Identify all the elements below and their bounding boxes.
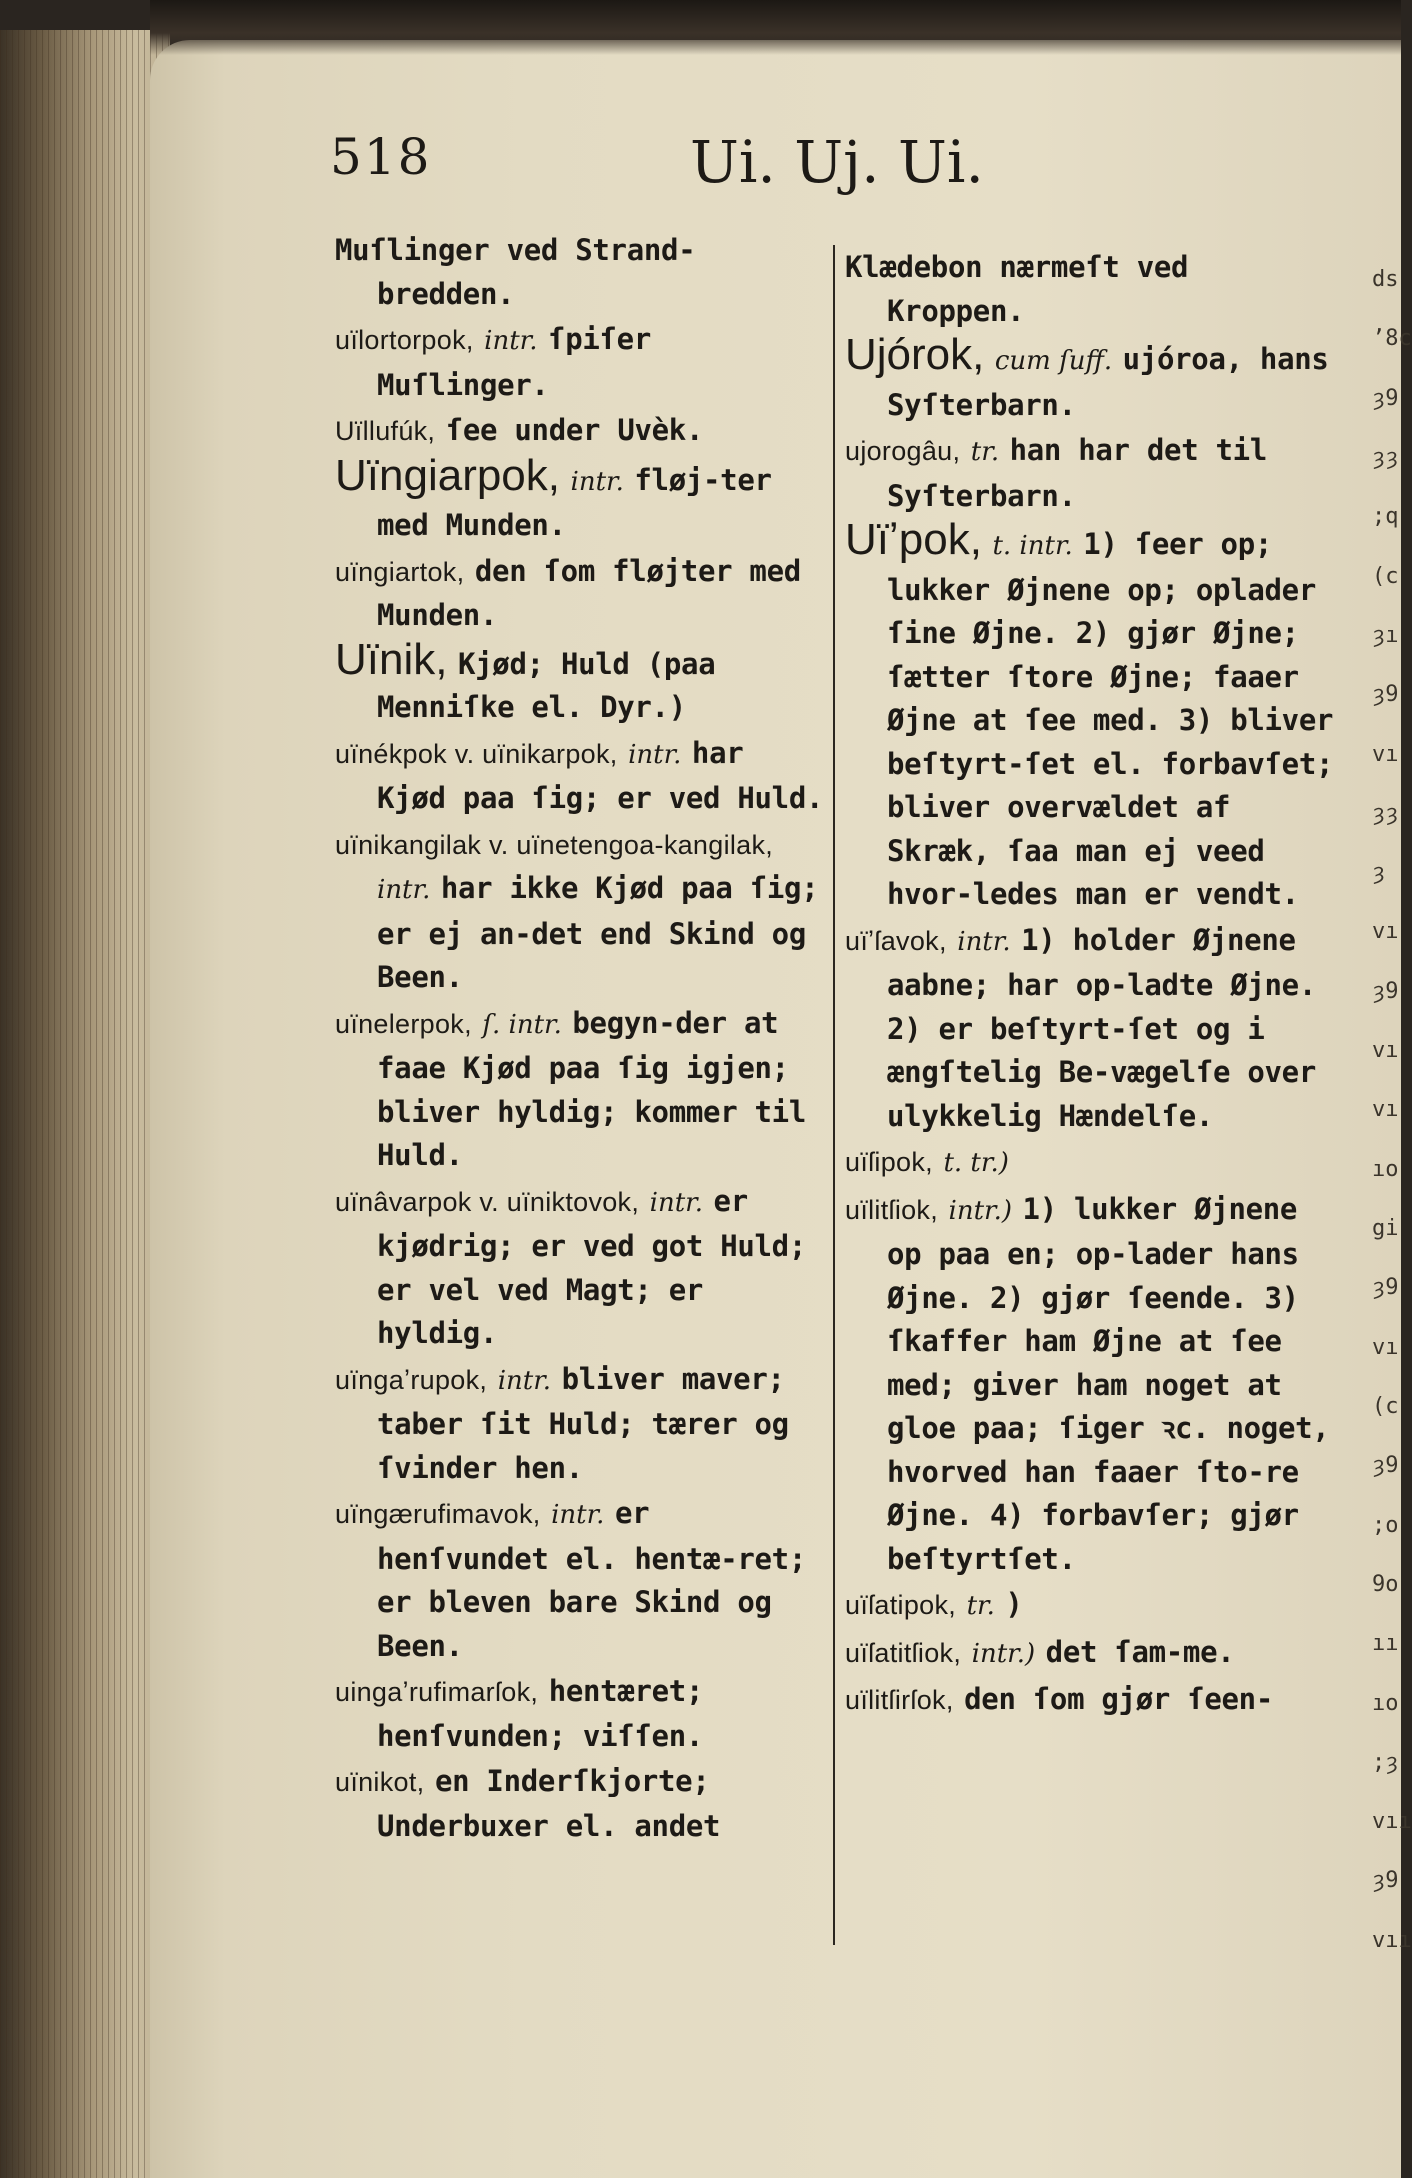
column-rule [833,245,835,1945]
definition: Muſlinger ved Strand-bredden. [335,233,696,311]
grammar-label: intr.) [971,1638,1036,1669]
definition: bliver maver; taber ſit Huld; tærer og ſvinder hen. [377,1361,789,1485]
dictionary-entry [335,1669,825,1757]
dictionary-entry [845,918,1340,1138]
headword: uïlitſirſok, [845,1685,954,1715]
headword: Uïngiarpok, [335,450,561,500]
headword: Uïnik, [335,634,448,684]
dictionary-entry [335,408,825,453]
definition: Kjød; Huld (paa Menniſke el. Dyr.) [377,646,716,724]
margin-fragment: ȝ9 [1372,682,1399,708]
margin-fragment: ;ȝ [1372,1749,1399,1775]
grammar-label: tr. [970,437,1000,467]
definition: det ſam-me. [1045,1634,1235,1669]
definition: ſee under Uvèk. [445,413,704,447]
dictionary-entry [335,822,825,999]
margin-fragment: ıı [1372,1631,1399,1657]
margin-fragment: gi [1372,1216,1399,1241]
headword: uïſipok, [845,1147,933,1177]
dictionary-entry [845,245,1340,332]
dictionary-entry [845,1139,1340,1185]
definition: er henſvundet el. hentæ-ret; er bleven bare Skind og Been. [377,1496,806,1663]
dictionary-entry [335,228,825,315]
margin-fragment: ȝ [1372,860,1386,886]
dictionary-entry [335,1357,825,1490]
margin-fragment: vı [1372,1038,1399,1064]
left-column [335,228,825,1849]
definition: Klædebon nærmeſt ved Kroppen. [845,250,1189,328]
margin-fragment: ıo [1372,1156,1399,1182]
margin-fragment: ȝȝ [1372,800,1399,826]
margin-fragment: ;o [1372,1512,1399,1538]
headword: uïngiartok, [335,556,465,587]
grammar-label: intr. [377,875,431,905]
grammar-label: intr. [649,1187,704,1218]
grammar-label: tr. [966,1591,995,1621]
definition: fløj-ter med Munden. [377,462,772,542]
headword: Uïllufúk, [335,416,436,446]
margin-fragment: vıı [1372,1809,1412,1835]
headword: uïnikot, [335,1767,425,1797]
definition: begyn-der at faae Kjød paa ſig igjen; bliver hyldig; kommer til Huld. [377,1005,806,1172]
definition: har Kjød paa ſig; er ved Huld. [377,735,824,815]
headword: uïnikangilak v. uïnetengoa-kangilak, [335,829,774,860]
headword: uïſatipok, [845,1590,957,1620]
dictionary-entry [845,330,1340,426]
dictionary-entry [845,1582,1340,1628]
margin-fragment: ȝ9 [1372,1275,1399,1301]
definition: ſpiſer Muſlinger. [377,322,651,402]
margin-fragment: ȝı [1372,622,1399,648]
margin-fragment: ;q [1372,504,1399,530]
grammar-label: t. tr.) [943,1148,1009,1178]
margin-fragment: ȝȝ [1372,444,1399,470]
dictionary-entry [335,1179,825,1355]
grammar-label: cum ſuff. [994,346,1113,376]
dictionary-entry [845,1630,1340,1676]
headword: uïlortorpok, [335,325,474,355]
margin-fragment: ʼ8c [1372,326,1412,352]
definition: ) [1005,1587,1023,1621]
headword: uïnékpok v. uïnikarpok, [335,738,618,769]
definition: er kjødrig; er ved got Huld; er vel ved Magt; er hyldig. [377,1183,806,1350]
grammar-label: intr. [957,926,1011,957]
headword: ujorogâu, [845,436,961,466]
dictionary-entry [845,1677,1340,1722]
running-head: Ui. Uj. Ui. [690,128,984,196]
grammar-label: intr. [570,466,624,497]
definition: 1) lukker Øjnene op paa en; op-lader hans Øjne. 2) gjør ſeende. 3) ſkaffer ham Øjne at ſee med; giver ham noget at gloe paa; ſiger ꝛc. noget, hvorved han faaer ſto-re Øjne. 4) forbavſer; gjør beſtyrtſet. [887,1191,1330,1576]
margin-fragment: ȝ9 [1372,1453,1399,1479]
headword: uïngærufimavok, [335,1499,541,1529]
headword: uïnelerpok, [335,1008,472,1039]
margin-fragment: ȝ9 [1372,385,1399,411]
dictionary-entry [845,428,1340,517]
dictionary-entry [335,1001,825,1177]
margin-fragment: vı [1372,741,1399,767]
headword: uïlitſiok, [845,1194,939,1225]
margin-fragment: ds [1372,267,1399,292]
dictionary-entry [335,1759,825,1847]
margin-fragment: vı [1372,1334,1399,1360]
grammar-label: intr. [497,1365,552,1396]
margin-fragment: vı [1372,919,1399,945]
definition: 1) holder Øjnene aabne; har op-ladte Øjne. 2) er beſtyrt-ſet og i ængſtelig Be-vægelſe over ulykkelig Hændelſe. [887,922,1316,1133]
grammar-label: intr. [628,739,682,770]
dictionary-entry [335,549,825,637]
top-shadow [150,0,1401,55]
dictionary-entry [845,1187,1340,1581]
right-column [845,245,1340,1724]
grammar-label: intr. [551,1500,605,1530]
page-edges [0,30,170,2178]
definition: ujóroa, hans Syſterbarn. [887,342,1329,422]
dictionary-entry [335,1491,825,1667]
dictionary-entry [845,515,1340,916]
grammar-label: intr. [484,326,538,356]
dictionary-entry [335,317,825,406]
margin-fragment: vı [1372,1097,1399,1123]
margin-fragment: (c [1372,563,1399,589]
margin-fragment: ıo [1372,1690,1399,1716]
page-number: 518 [330,128,432,186]
dictionary-entry [335,450,825,547]
margin-fragment: vıı [1372,1927,1412,1953]
dictionary-entry [335,634,825,729]
headword: uïnâvarpok v. uïniktovok, [335,1186,640,1217]
definition: den ſom gjør ſeen- [964,1682,1273,1716]
margin-fragment: (c [1372,1393,1399,1419]
grammar-label: ſ. intr. [482,1009,562,1040]
margin-fragment: ȝ9 [1372,978,1399,1004]
definition: 1) ſeer op; lukker Øjnene op; oplader ſine Øjne. 2) gjør Øjne; ſætter ſtore Øjne; faaer Øjne at ſee med. 3) bliver beſtyrt-ſet el. forbavſet; bliver overvældet af Skræk, ſaa man ej veed hvor-ledes man er vendt. [887,527,1334,911]
definition: han har det til Syſterbarn. [887,433,1267,513]
grammar-label: t. intr. [992,531,1073,561]
headword: uïſatitſiok, [845,1637,962,1668]
margin-fragment: 9o [1372,1571,1399,1597]
definition: en Inderſkjorte; Underbuxer el. andet [377,1764,721,1843]
headword: uingaʼrufimarſok, [335,1677,539,1707]
next-page-margin [1372,250,1412,1970]
definition: har ikke Kjød paa ſig; er ej an-det end Skind og Been. [377,871,819,994]
headword: uïʼſavok, [845,925,947,956]
headword: Ujórok, [845,330,985,379]
margin-fragment: ȝ9 [1372,1868,1399,1894]
grammar-label: intr.) [948,1195,1013,1226]
definition: hentæret; henſvunden; viſſen. [377,1674,704,1753]
headword: uïngaʼrupok, [335,1364,488,1395]
definition: den ſom fløjter med Munden. [377,553,801,632]
headword: Uïʼpok, [845,515,982,564]
dictionary-entry [335,731,825,820]
page-header [330,128,1030,198]
